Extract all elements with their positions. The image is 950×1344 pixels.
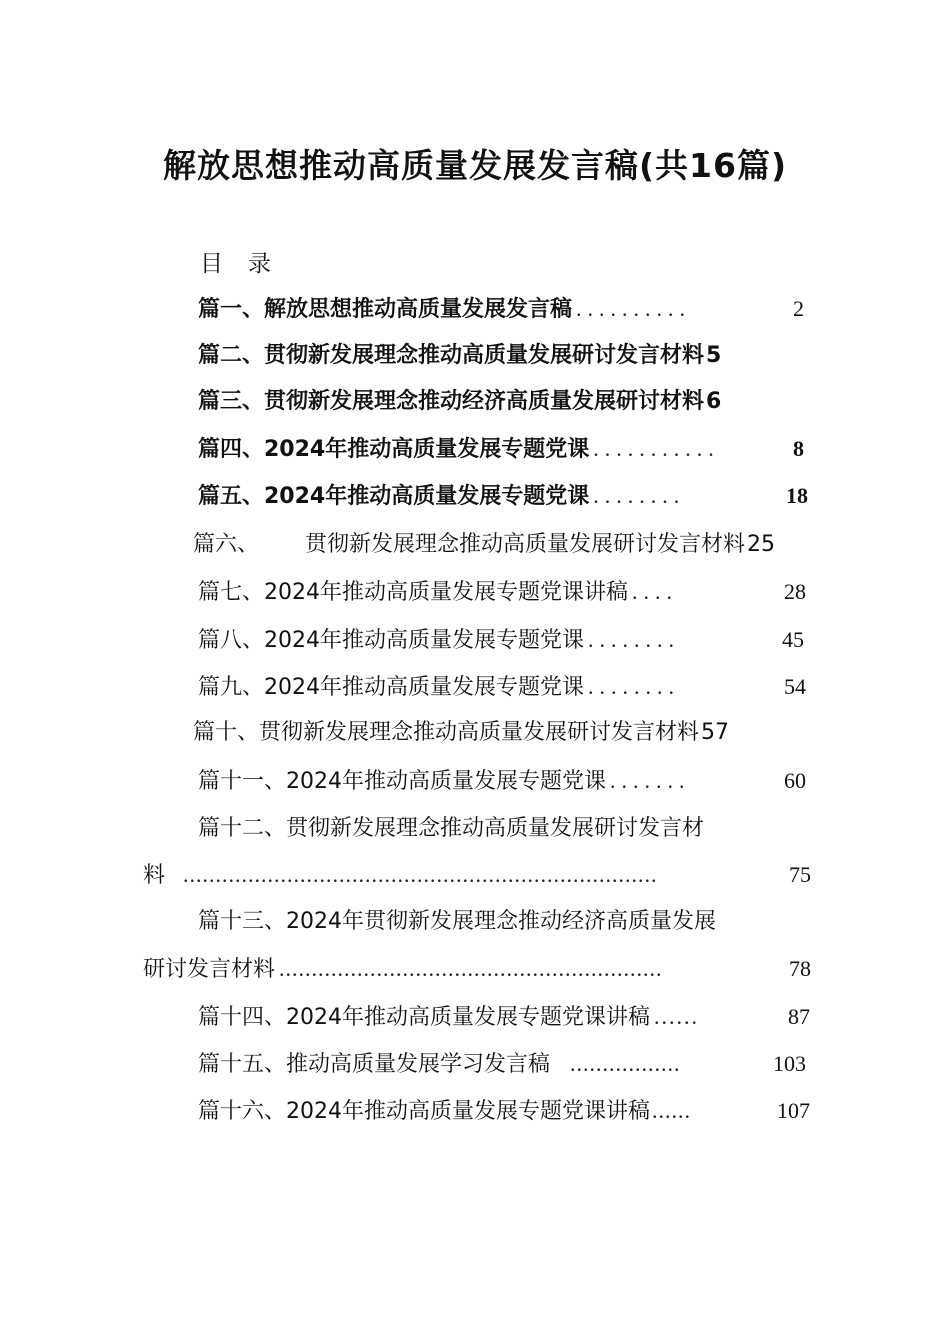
toc-entry[interactable] [198, 432, 804, 466]
toc-entry[interactable] [198, 1094, 810, 1128]
toc-entry-leader: ......................................................................... [183, 862, 658, 887]
toc-entry-leader: ................. [570, 1051, 681, 1076]
toc-entry[interactable] [198, 1000, 810, 1034]
toc-entry-label-continued: 料 [143, 863, 166, 888]
toc-entry[interactable] [198, 575, 806, 609]
toc-entry-page: 28 [784, 579, 806, 604]
toc-entry-page: 103 [773, 1051, 806, 1076]
toc-entry[interactable] [198, 385, 808, 419]
toc-entry-page: 25 [747, 532, 776, 557]
toc-entry-line1[interactable] [198, 812, 808, 846]
toc-entry[interactable] [198, 292, 804, 326]
toc-entry-label: 篇十三、2024年贯彻新发展理念推动经济高质量发展 [198, 909, 716, 934]
toc-entry[interactable] [198, 670, 806, 704]
toc-entry-label: 篇三、贯彻新发展理念推动经济高质量发展研讨材料 [198, 389, 705, 414]
toc-entry-leader: .......... [576, 296, 692, 321]
toc-entry-label: 篇五、2024年推动高质量发展专题党课 [198, 484, 590, 509]
toc-entry-label: 篇十五、推动高质量发展学习发言稿 [198, 1052, 551, 1077]
toc-entry-label: 篇十二、贯彻新发展理念推动高质量发展研讨发言材 [198, 816, 705, 841]
toc-entry-page: 45 [782, 627, 804, 652]
toc-entry[interactable] [198, 479, 808, 513]
toc-entry-label: 篇八、2024年推动高质量发展专题党课 [198, 628, 584, 653]
toc-entry-label: 篇一、解放思想推动高质量发展发言稿 [198, 297, 573, 322]
toc-entry-label: 篇七、2024年推动高质量发展专题党课讲稿 [198, 580, 628, 605]
toc-entry[interactable] [198, 623, 804, 657]
toc-entry-page: 8 [793, 436, 804, 461]
toc-entry[interactable] [193, 716, 821, 750]
toc-heading-right: 录 [248, 251, 272, 277]
toc-entry-leader: ...... [652, 1098, 691, 1123]
toc-entry-page: 78 [789, 956, 811, 981]
toc-entry-page: 6 [706, 389, 722, 414]
toc-entry-page: 5 [706, 343, 722, 368]
toc-entry-leader: ....... [610, 768, 691, 793]
toc-entry-label-prefix: 篇六、 [193, 532, 260, 557]
toc-entry-page: 60 [784, 768, 806, 793]
toc-entry-page: 2 [793, 296, 804, 321]
toc-entry-page: 18 [786, 483, 808, 508]
toc-entry-leader: ........................................................... [279, 956, 663, 981]
toc-entry-label: 篇十一、2024年推动高质量发展专题党课 [198, 769, 606, 794]
toc-entry-page: 57 [701, 720, 730, 745]
toc-entry-label: 篇十四、2024年推动高质量发展专题党课讲稿 [198, 1005, 650, 1030]
toc-entry[interactable] [198, 339, 808, 373]
toc-entry-page: 107 [777, 1098, 810, 1123]
document-title: 解放思想推动高质量发展发言稿(共16篇) [162, 146, 788, 185]
toc-entry-label-continued: 研讨发言材料 [143, 957, 276, 982]
toc-entry-line1[interactable] [198, 905, 810, 939]
toc-entry-leader: ........... [593, 436, 720, 461]
toc-entry-page: 54 [784, 674, 806, 699]
toc-entry-page: 75 [789, 862, 811, 887]
toc-entry[interactable] [198, 764, 806, 798]
toc-entry-leader: ........ [588, 627, 680, 652]
toc-entry-label: 篇二、贯彻新发展理念推动高质量发展研讨发言材料 [198, 343, 705, 368]
toc-entry-line2[interactable] [143, 858, 811, 892]
toc-heading-left: 目 [200, 251, 224, 277]
toc-entry-leader: .... [632, 579, 678, 604]
toc-entry-label: 篇十、贯彻新发展理念推动高质量发展研讨发言材料 [193, 720, 700, 745]
toc-entry-label: 篇九、2024年推动高质量发展专题党课 [198, 675, 584, 700]
toc-entry-label: 篇十六、2024年推动高质量发展专题党课讲稿 [198, 1099, 650, 1124]
toc-entry-label: 篇四、2024年推动高质量发展专题党课 [198, 437, 590, 462]
toc-entry-line2[interactable] [143, 952, 811, 986]
toc-entry-page: 87 [788, 1004, 810, 1029]
toc-heading [200, 245, 272, 278]
toc-entry-leader: ........ [588, 674, 680, 699]
toc-entry[interactable] [193, 528, 821, 562]
toc-entry-leader: ...... [654, 1004, 699, 1029]
toc-entry-label: 贯彻新发展理念推动高质量发展研讨发言材料 [305, 532, 746, 557]
toc-entry[interactable] [198, 1047, 806, 1081]
toc-entry-leader: ........ [593, 483, 686, 508]
